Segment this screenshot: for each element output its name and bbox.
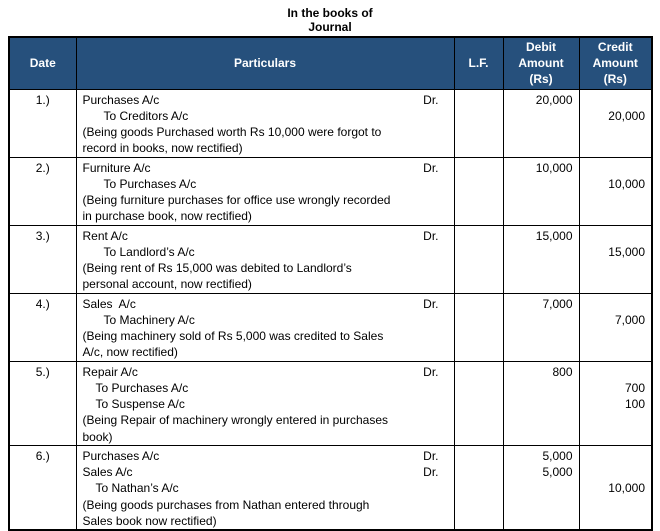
credit-amount: 7,000 <box>614 312 645 327</box>
dr-label: Dr. <box>423 160 439 175</box>
account-text: To Creditors A/c <box>103 108 189 123</box>
journal-table <box>8 36 653 531</box>
credit-amount <box>580 208 652 224</box>
debit-amount <box>504 312 579 328</box>
column-header-credit: Credit Amount (Rs) <box>579 37 652 89</box>
account-text: A/c, now rectified) <box>82 345 178 360</box>
credit-amount <box>580 158 652 176</box>
account-text: (Being furniture purchases for office use wrongly recorded <box>82 193 391 207</box>
debit-amount: 5,000 <box>542 465 573 479</box>
table-row <box>9 225 652 293</box>
account-text: Rent A/c <box>82 228 128 243</box>
particulars-line <box>77 380 454 396</box>
account-text: book) <box>82 429 113 444</box>
credit-amount <box>580 226 652 244</box>
credit-amount <box>580 513 652 529</box>
account-text: personal account, now rectified) <box>82 277 252 292</box>
table-row <box>9 293 652 361</box>
dr-label: Dr. <box>423 448 439 463</box>
particulars-line <box>77 158 454 176</box>
particulars-line <box>77 464 454 480</box>
particulars-line <box>77 513 454 529</box>
table-row <box>9 445 652 530</box>
title-line-2: Journal <box>308 20 352 34</box>
account-text: in purchase book, now rectified) <box>82 209 252 224</box>
debit-amount <box>504 140 579 156</box>
particulars-line <box>77 208 454 224</box>
credit-amount <box>580 446 652 464</box>
debit-amount <box>504 192 579 208</box>
particulars-line <box>77 429 454 445</box>
credit-cell <box>579 293 652 361</box>
credit-amount: 10,000 <box>608 481 645 496</box>
debit-amount <box>504 276 579 292</box>
lf-cell <box>454 361 503 445</box>
debit-amount <box>504 328 579 344</box>
dr-label: Dr. <box>423 296 439 311</box>
debit-amount <box>504 260 579 276</box>
particulars-line <box>77 344 454 360</box>
lf-cell <box>454 225 503 293</box>
credit-amount <box>580 362 652 380</box>
credit-amount <box>580 140 652 156</box>
particulars-line <box>77 362 454 380</box>
account-text: To Machinery A/c <box>103 312 195 327</box>
dr-label: Dr. <box>423 465 439 479</box>
credit-amount: 100 <box>624 397 645 411</box>
credit-amount <box>580 464 652 480</box>
dr-label: Dr. <box>423 92 439 107</box>
column-header-debit: Debit Amount (Rs) <box>503 37 579 89</box>
debit-amount <box>504 480 579 496</box>
debit-amount <box>504 244 579 260</box>
credit-amount <box>580 497 652 513</box>
debit-amount <box>504 513 579 529</box>
debit-cell <box>503 361 579 445</box>
account-text: Furniture A/c <box>82 160 151 175</box>
table-row <box>9 89 652 157</box>
debit-amount: 15,000 <box>535 228 573 243</box>
date-cell: 3.) <box>9 225 76 293</box>
date-cell: 2.) <box>9 157 76 225</box>
date-cell: 6.) <box>9 445 76 530</box>
account-text: Sales A/c <box>82 296 136 311</box>
credit-amount <box>580 344 652 360</box>
debit-cell <box>503 157 579 225</box>
particulars-cell <box>76 157 454 225</box>
particulars-line <box>77 328 454 344</box>
debit-cell <box>503 293 579 361</box>
debit-cell <box>503 445 579 530</box>
credit-amount: 15,000 <box>608 244 645 259</box>
credit-cell <box>579 361 652 445</box>
particulars-line <box>77 140 454 156</box>
account-text: Sales A/c <box>82 465 133 479</box>
table-row <box>9 361 652 445</box>
column-header-lf: L.F. <box>454 37 503 89</box>
dr-label: Dr. <box>423 364 439 379</box>
lf-cell <box>454 445 503 530</box>
page-title <box>0 0 660 34</box>
debit-amount <box>504 396 579 412</box>
date-cell: 5.) <box>9 361 76 445</box>
debit-amount <box>504 208 579 224</box>
particulars-line <box>77 244 454 260</box>
account-text: To Landlord’s A/c <box>103 244 195 259</box>
credit-amount <box>580 124 652 140</box>
particulars-line <box>77 294 454 312</box>
account-text: (Being rent of Rs 15,000 was debited to Landlord’s <box>82 261 352 275</box>
particulars-cell <box>76 89 454 157</box>
particulars-line <box>77 192 454 208</box>
debit-amount: 20,000 <box>535 92 573 107</box>
credit-amount <box>580 328 652 344</box>
credit-amount <box>580 260 652 276</box>
credit-amount <box>580 90 652 108</box>
debit-amount <box>504 124 579 140</box>
debit-amount: 10,000 <box>535 160 573 175</box>
debit-amount: 7,000 <box>542 296 573 311</box>
particulars-line <box>77 396 454 412</box>
debit-cell <box>503 225 579 293</box>
title-line-1: In the books of <box>287 6 373 20</box>
debit-amount <box>504 108 579 124</box>
particulars-line <box>77 412 454 428</box>
credit-cell <box>579 89 652 157</box>
particulars-line <box>77 276 454 292</box>
debit-amount: 5,000 <box>542 448 573 463</box>
column-header-date: Date <box>9 37 76 89</box>
account-text: (Being machinery sold of Rs 5,000 was credited to Sales <box>82 329 384 343</box>
table-row <box>9 157 652 225</box>
credit-amount <box>580 429 652 445</box>
account-text: To Suspense A/c <box>95 397 185 411</box>
account-text: To Nathan’s A/c <box>95 481 179 496</box>
credit-cell <box>579 445 652 530</box>
particulars-line <box>77 108 454 124</box>
particulars-line <box>77 176 454 192</box>
account-text: Repair A/c <box>82 364 138 379</box>
credit-cell <box>579 157 652 225</box>
credit-amount <box>580 294 652 312</box>
debit-amount <box>504 176 579 192</box>
account-text: (Being goods Purchased worth Rs 10,000 were forgot to <box>82 125 382 139</box>
debit-amount: 800 <box>552 364 573 379</box>
credit-amount: 20,000 <box>608 108 645 123</box>
lf-cell <box>454 293 503 361</box>
particulars-cell <box>76 293 454 361</box>
particulars-line <box>77 446 454 464</box>
debit-amount <box>504 497 579 513</box>
credit-amount <box>580 276 652 292</box>
credit-amount <box>580 192 652 208</box>
account-text: record in books, now rectified) <box>82 141 243 156</box>
date-cell: 1.) <box>9 89 76 157</box>
account-text: Purchases A/c <box>82 448 160 463</box>
particulars-line <box>77 226 454 244</box>
debit-amount <box>504 380 579 396</box>
credit-cell <box>579 225 652 293</box>
debit-cell <box>503 89 579 157</box>
account-text: (Being goods purchases from Nathan entered through <box>82 497 370 512</box>
debit-amount <box>504 344 579 360</box>
credit-amount: 10,000 <box>608 176 645 191</box>
lf-cell <box>454 157 503 225</box>
particulars-line <box>77 90 454 108</box>
account-text: Sales book now rectified) <box>82 513 217 528</box>
account-text: (Being Repair of machinery wrongly entered in purchases <box>82 413 388 428</box>
debit-amount <box>504 412 579 428</box>
account-text: To Purchases A/c <box>95 380 189 395</box>
lf-cell <box>454 89 503 157</box>
particulars-line <box>77 480 454 496</box>
particulars-cell <box>76 445 454 530</box>
column-header-particulars: Particulars <box>76 37 454 89</box>
account-text: Purchases A/c <box>82 92 160 107</box>
particulars-line <box>77 124 454 140</box>
table-header <box>9 37 652 89</box>
date-cell: 4.) <box>9 293 76 361</box>
credit-amount <box>580 412 652 428</box>
particulars-line <box>77 497 454 513</box>
particulars-cell <box>76 361 454 445</box>
debit-amount <box>504 429 579 445</box>
journal-body <box>9 89 652 530</box>
credit-amount: 700 <box>624 380 645 395</box>
dr-label: Dr. <box>423 228 439 243</box>
particulars-cell <box>76 225 454 293</box>
particulars-line <box>77 260 454 276</box>
particulars-line <box>77 312 454 328</box>
account-text: To Purchases A/c <box>103 176 197 191</box>
